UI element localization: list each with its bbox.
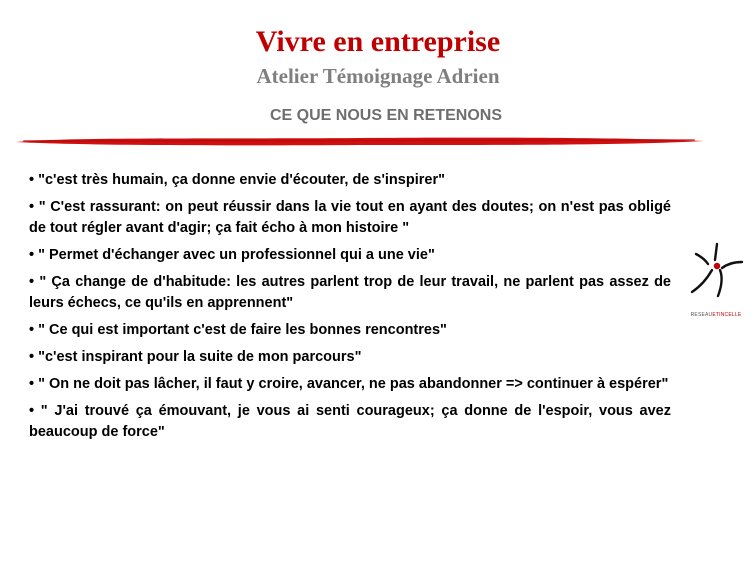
slide-title: Vivre en entreprise xyxy=(255,25,501,58)
quote-item: • " Ça change de d'habitude: les autres parlent trop de leur travail, ne parlent pas assez de leurs échecs, ce qu'ils en apprennent" xyxy=(29,274,671,311)
slide-subtitle: Atelier Témoignage Adrien xyxy=(256,64,500,88)
logo-text-part2: ETINCELLE xyxy=(712,312,742,318)
quote-item: • " Ce qui est important c'est de faire les bonnes rencontres" xyxy=(29,322,447,338)
quote-item: • "c'est inspirant pour la suite de mon parcours" xyxy=(29,349,362,365)
spark-figure-icon xyxy=(686,240,746,310)
quote-list xyxy=(29,170,671,449)
quote-item: • "c'est très humain, ça donne envie d'écouter, de s'inspirer" xyxy=(29,172,445,188)
quote-item: • " J'ai trouvé ça émouvant, je vous ai senti courageux; ça donne de l'espoir, vous avez beaucoup de force" xyxy=(29,403,671,440)
quote-item: • " C'est rassurant: on peut réussir dans la vie tout en ayant des doutes; on n'est pas obligé de tout régler avant d'agir; ça fait écho à mon histoire " xyxy=(29,199,671,236)
quote-item: • " Permet d'échanger avec un professionnel qui a une vie" xyxy=(29,247,435,263)
logo-text-part1: RESEAU xyxy=(690,312,713,318)
section-heading: CE QUE NOUS EN RETENONS xyxy=(269,107,503,124)
quote-item: • " On ne doit pas lâcher, il faut y croire, avancer, ne pas abandonner => continuer à espérer" xyxy=(29,376,669,392)
reseau-etincelle-logo xyxy=(686,240,746,322)
logo-text xyxy=(686,312,746,319)
red-brush-divider xyxy=(14,134,706,148)
